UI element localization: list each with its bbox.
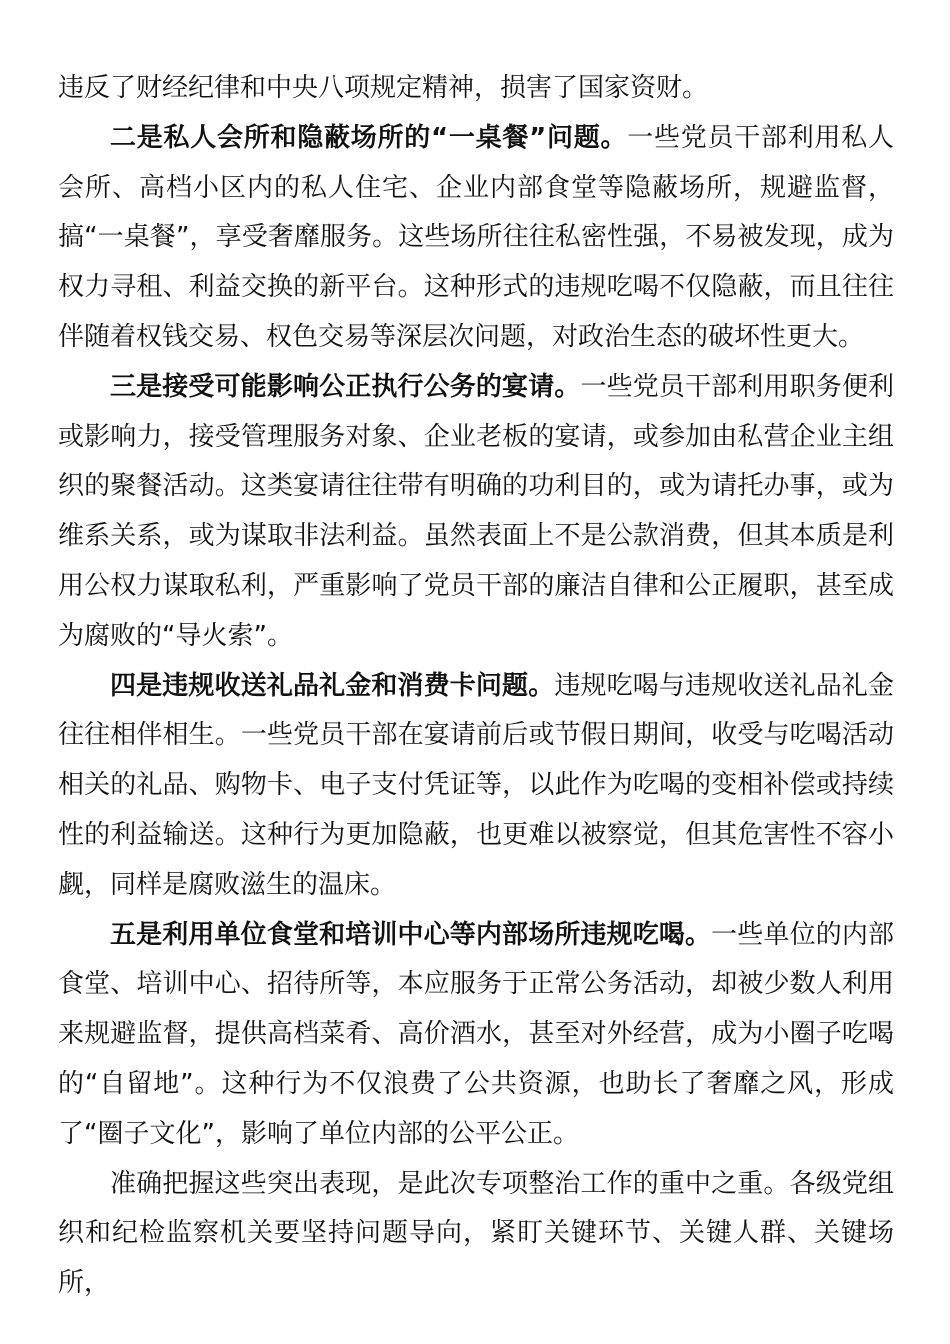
paragraph-lead: 五是利用单位食堂和培训中心等内部场所违规吃喝。: [110, 919, 712, 950]
document-page: [58, 64, 894, 1309]
paragraph-body: 违反了财经纪律和中央八项规定精神，损害了国家资财。: [58, 73, 709, 103]
paragraph-point-2: [58, 114, 894, 363]
paragraph-body: 一些党员干部利用职务便利或影响力，接受管理服务对象、企业老板的宴请，或参加由私营企业主组织的聚餐活动。这类宴请往往带有明确的功利目的，或为请托办事，或为维系关系，或为谋取非法利益。虽然表面上不是公款消费，但其本质是利用公权力谋取私利，严重影响了党员干部的廉洁自律和公正履职，甚至成为腐败的“导火索”。: [58, 371, 894, 651]
paragraph-lead: 三是接受可能影响公正执行公务的宴请。: [110, 371, 581, 402]
paragraph-lead: 二是私人会所和隐蔽场所的“一桌餐”问题。: [110, 122, 628, 153]
paragraph-point-5: [58, 911, 894, 1160]
paragraph-continuation: [58, 64, 894, 114]
paragraph-body: 违规吃喝与违规收送礼品礼金往往相伴相生。一些党员干部在宴请前后或节假日期间，收受与吃喝活动相关的礼品、购物卡、电子支付凭证等，以此作为吃喝的变相补偿或持续性的利益输送。这种行为更加隐蔽，也更难以被察觉，但其危害性不容小觑，同样是腐败滋生的温床。: [58, 670, 894, 900]
paragraph-summary: [58, 1160, 894, 1309]
paragraph-body: 一些党员干部利用私人会所、高档小区内的私人住宅、企业内部食堂等隐蔽场所，规避监督，搞“一桌餐”，享受奢靡服务。这些场所往往私密性强，不易被发现，成为权力寻租、利益交换的新平台。这种形式的违规吃喝不仅隐蔽，而且往往伴随着权钱交易、权色交易等深层次问题，对政治生态的破坏性更大。: [58, 122, 894, 352]
paragraph-body: 一些单位的内部食堂、培训中心、招待所等，本应服务于正常公务活动，却被少数人利用来规避监督，提供高档菜肴、高价酒水，甚至对外经营，成为小圈子吃喝的“自留地”。这种行为不仅浪费了公共资源，也助长了奢靡之风，形成了“圈子文化”，影响了单位内部的公平公正。: [58, 919, 894, 1149]
paragraph-lead: 四是违规收送礼品礼金和消费卡问题。: [110, 670, 555, 701]
paragraph-point-3: [58, 363, 894, 662]
paragraph-point-4: [58, 662, 894, 911]
paragraph-body: 准确把握这些突出表现，是此次专项整治工作的重中之重。各级党组织和纪检监察机关要坚持问题导向，紧盯关键环节、关键人群、关键场所，: [58, 1168, 894, 1299]
